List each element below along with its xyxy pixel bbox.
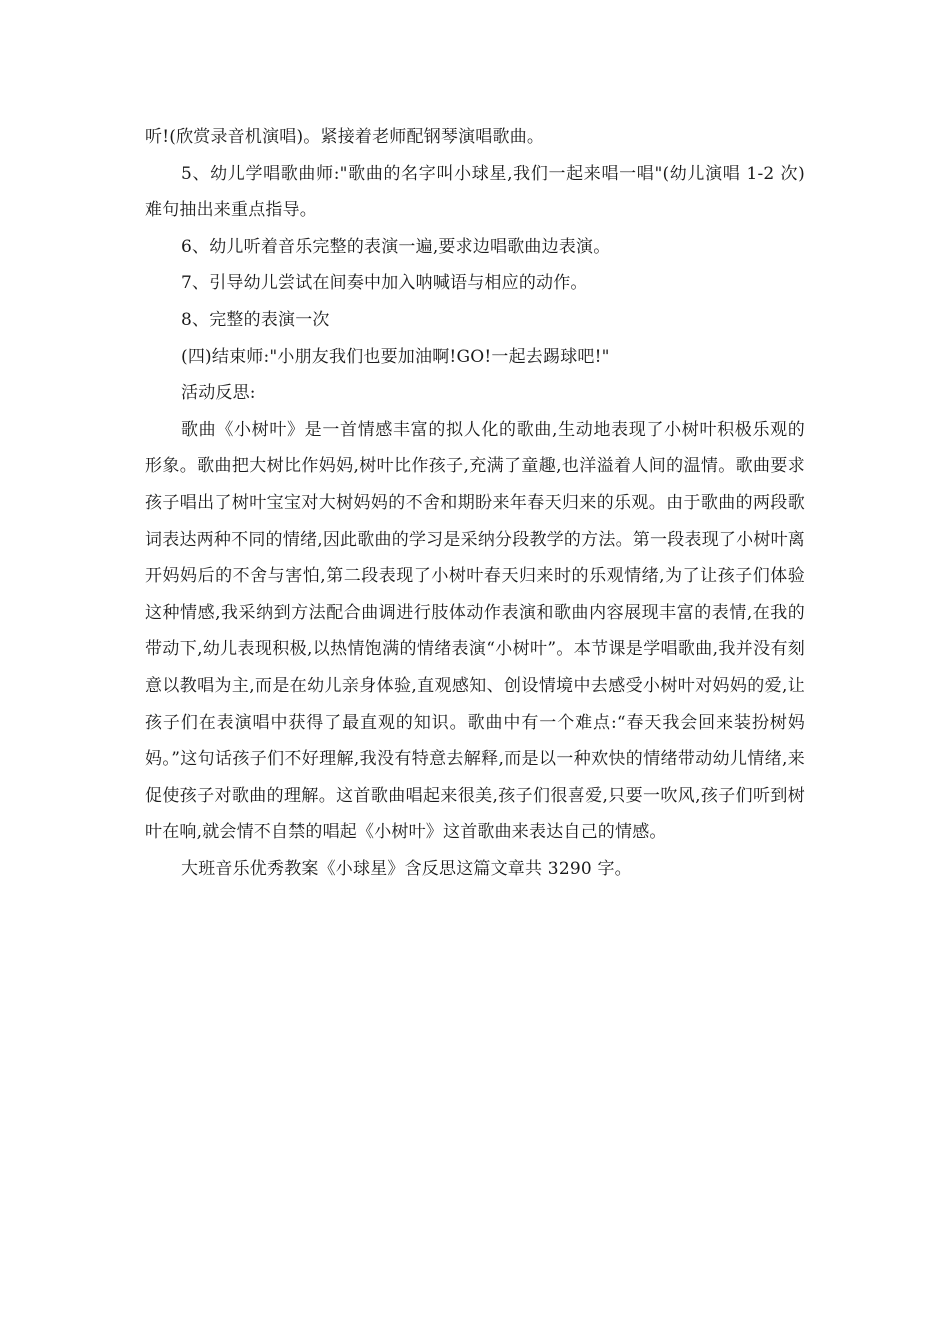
document-page [145, 119, 805, 887]
paragraph-step-6: 6、幼儿听着音乐完整的表演一遍,要求边唱歌曲边表演。 [181, 236, 611, 257]
paragraph-step-8: 8、完整的表演一次 [181, 309, 330, 330]
paragraph-reflection-body: 歌曲《小树叶》是一首情感丰富的拟人化的歌曲,生动地表现了小树叶积极乐观的形象。歌曲把大树比作妈妈,树叶比作孩子,充满了童趣,也洋溢着人间的温情。歌曲要求孩子唱出了树叶宝宝对大树妈妈的不舍和期盼来年春天归来的乐观。由于歌曲的两段歌词表达两种不同的情绪,因此歌曲的学习是采纳分段教学的方法。第一段表现了小树叶离开妈妈后的不舍与害怕,第二段表现了小树叶春天归来时的乐观情绪,为了让孩子们体验这种情感,我采纳到方法配合曲调进行肢体动作表演和歌曲内容展现丰富的表情,在我的带动下,幼儿表现积极,以热情饱满的情绪表演“小树叶”。本节课是学唱歌曲,我并没有刻意以教唱为主,而是在幼儿亲身体验,直观感知、创设情境中去感受小树叶对妈妈的爱,让孩子们在表演唱中获得了最直观的知识。歌曲中有一个难点:“春天我会回来装扮树妈妈。”这句话孩子们不好理解,我没有特意去解释,而是以一种欢快的情绪带动幼儿情绪,来促使孩子对歌曲的理解。这首歌曲唱起来很美,孩子们很喜爱,只要一吹风,孩子们听到树叶在响,就会情不自禁的唱起《小树叶》这首歌曲来表达自己的情感。 [145, 419, 805, 843]
paragraph-listen-intro: 听!(欣赏录音机演唱)。紧接着老师配钢琴演唱歌曲。 [145, 127, 545, 147]
paragraph-ending: (四)结束师:"小朋友我们也要加油啊!GO!一起去踢球吧!" [181, 346, 610, 367]
section-heading-reflection: 活动反思: [181, 383, 256, 404]
paragraph-word-count: 大班音乐优秀教案《小球星》含反思这篇文章共 3290 字。 [181, 858, 632, 879]
paragraph-step-7: 7、引导幼儿尝试在间奏中加入呐喊语与相应的动作。 [181, 273, 588, 294]
paragraph-step-5: 5、幼儿学唱歌曲师:"歌曲的名字叫小球星,我们一起来唱一唱"(幼儿演唱 1-2 次)难句抽出来重点指导。 [145, 163, 805, 221]
